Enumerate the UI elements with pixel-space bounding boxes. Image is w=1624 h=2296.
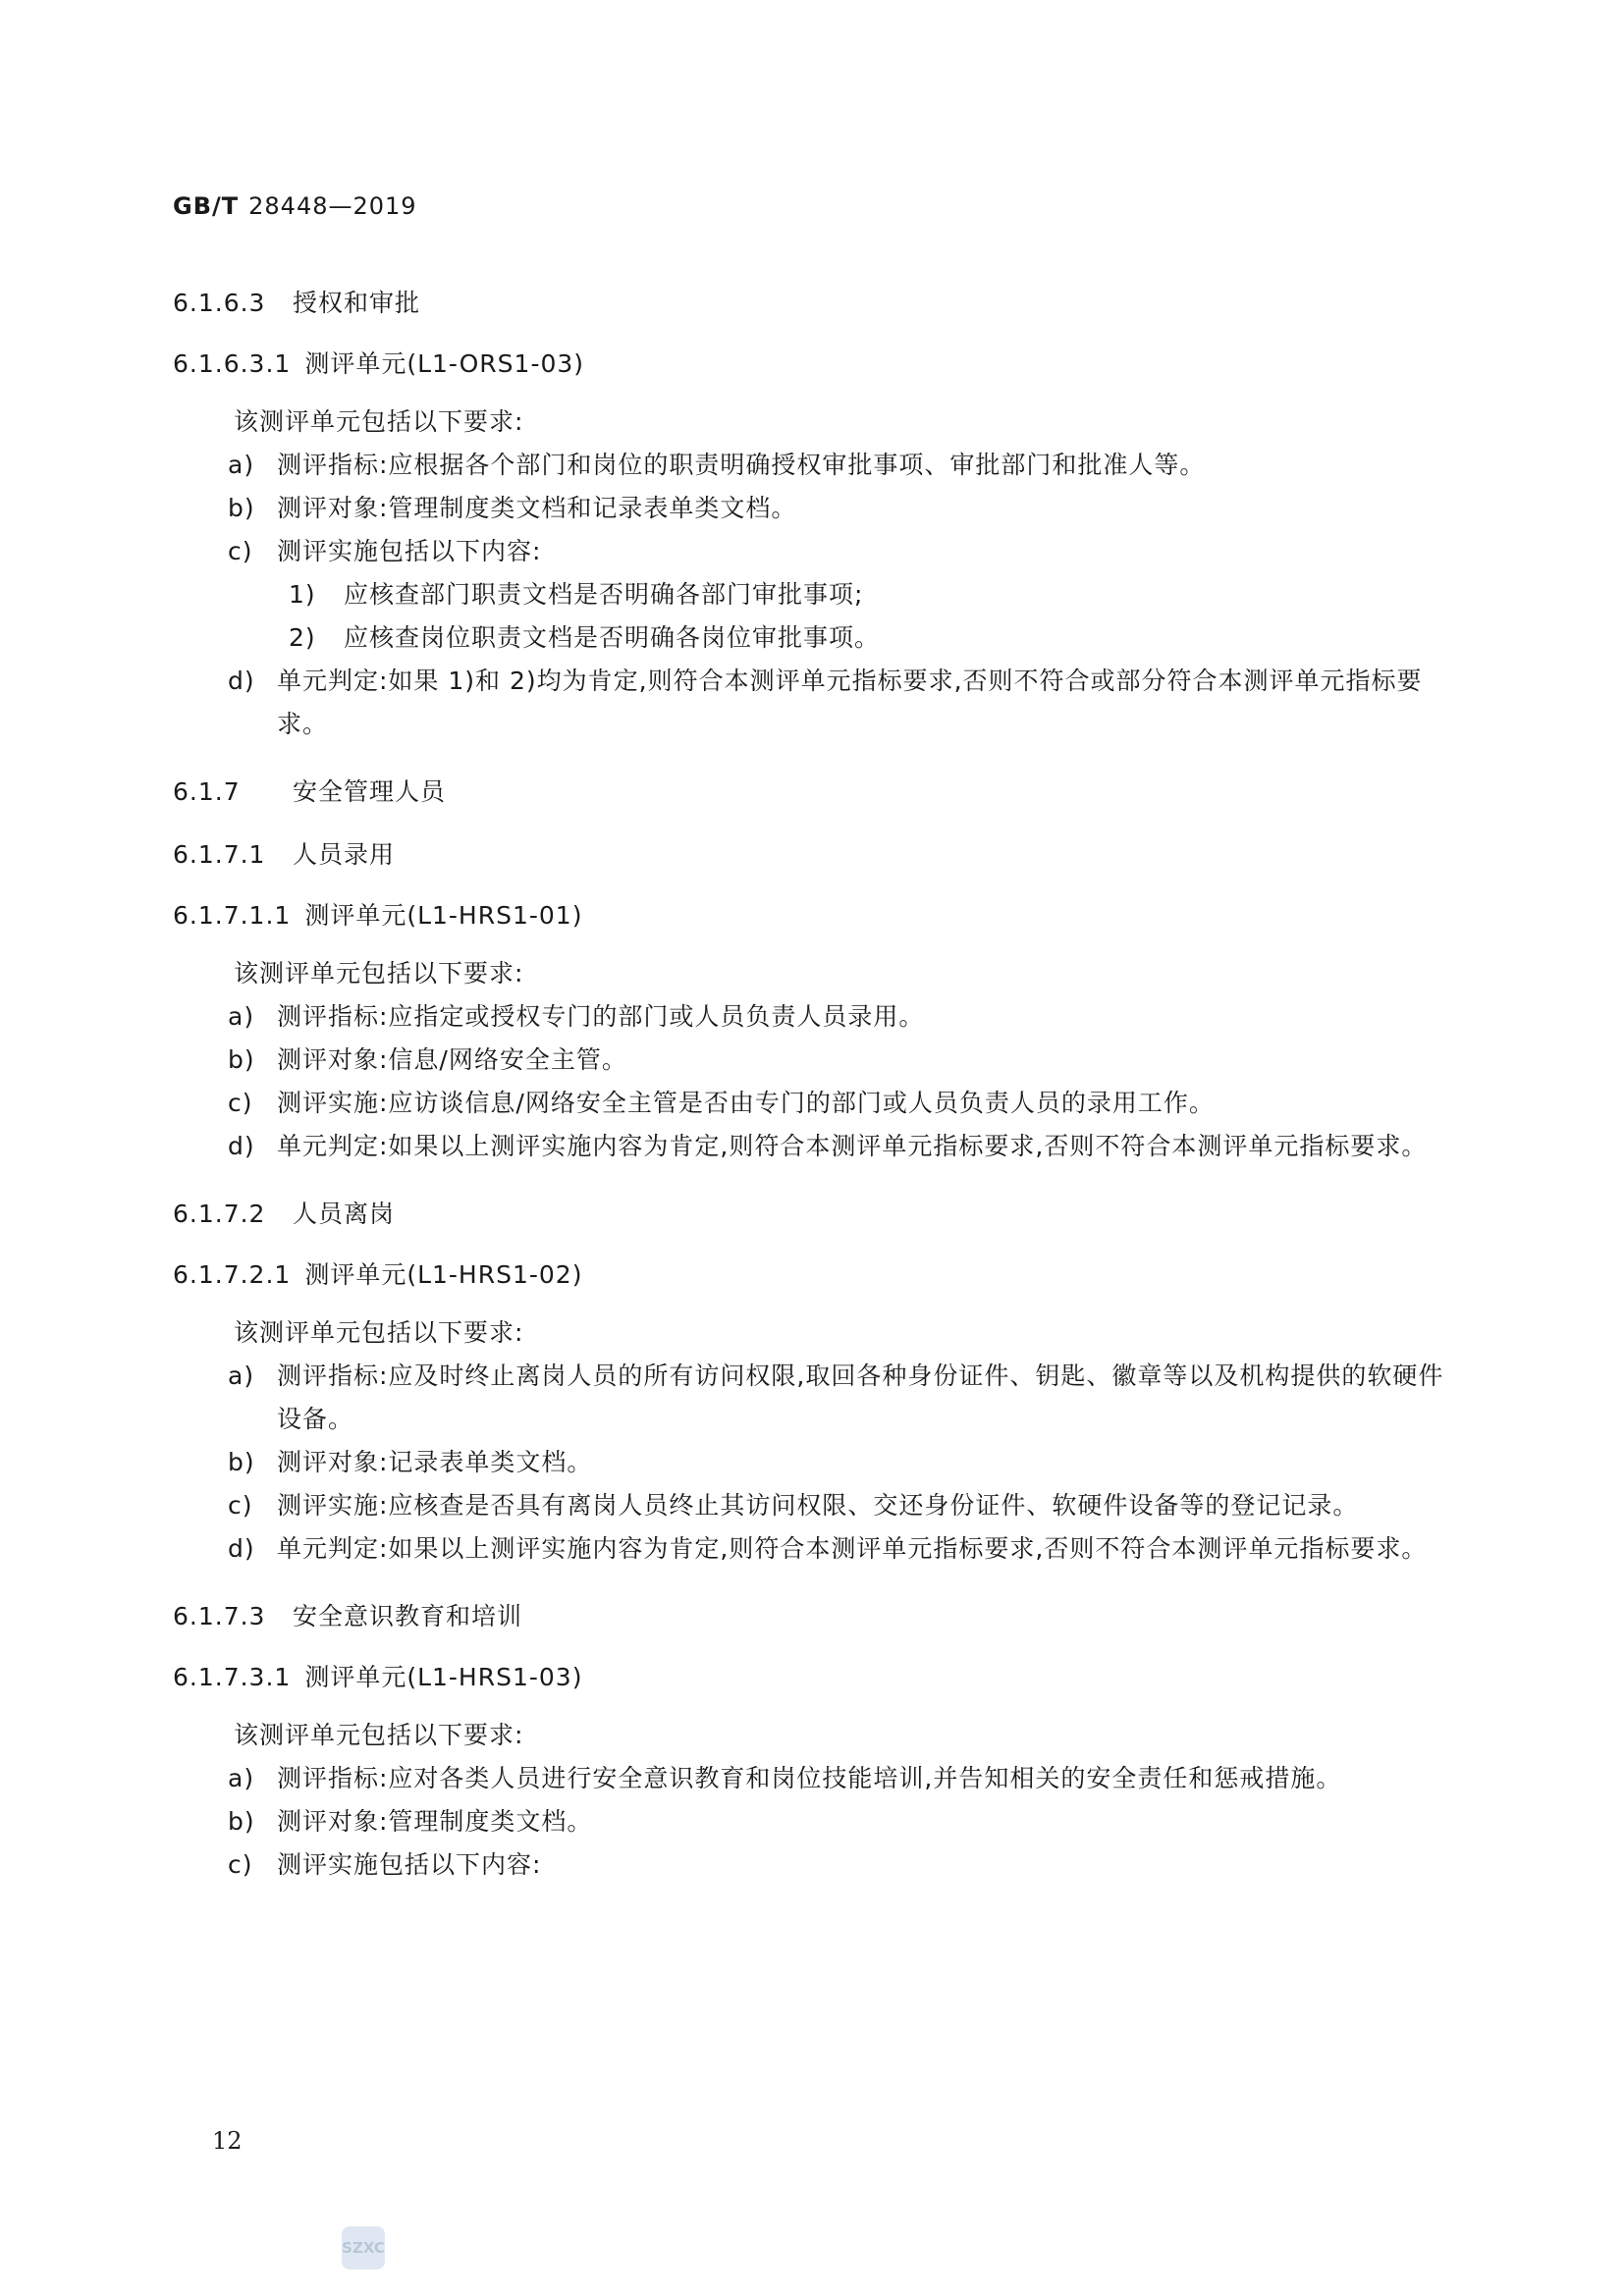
sub-list-item [289,573,1449,616]
list-item-label: a) [228,1002,255,1031]
section-heading [173,1198,1449,1231]
section-heading [173,838,1449,872]
list-item [228,1039,1449,1082]
list-item [228,1082,1449,1125]
list-item-label: b) [228,1807,255,1836]
list-item [228,1800,1449,1843]
list-item [228,1843,1449,1887]
list-item-label: 1) [289,580,316,609]
list-item-label: c) [228,1491,253,1520]
list-item-text: 测评指标:应对各类人员进行安全意识教育和岗位技能培训,并告知相关的安全责任和惩戒措施。 [277,1764,1342,1792]
heading-title: 测评单元(L1-HRS1-01) [304,901,583,930]
list-item-text: 测评指标:应及时终止离岗人员的所有访问权限,取回各种身份证件、钥匙、徽章等以及机构提供的软硬件设备。 [277,1362,1444,1433]
standard-code: GB/T [173,192,240,220]
list-item [228,487,1449,530]
list-item [228,660,1449,746]
heading-title: 授权和审批 [293,289,421,317]
list-item [228,1441,1449,1484]
intro-paragraph: 该测评单元包括以下要求: [234,1318,524,1347]
section-heading [173,775,1449,809]
list-item-text: 测评对象:记录表单类文档。 [277,1448,593,1476]
page-number: 12 [212,2127,243,2155]
list-item-text: 应核查岗位职责文档是否明确各岗位审批事项。 [344,623,881,652]
list-item-text: 测评实施包括以下内容: [277,537,542,565]
list-item-label: a) [228,1764,255,1792]
list-item [228,530,1449,573]
unit-heading [173,899,1449,933]
heading-title: 人员离岗 [293,1200,396,1228]
list-item-label: c) [228,1850,253,1879]
list-item-label: b) [228,1045,255,1074]
list-item-text: 单元判定:如果 1)和 2)均为肯定,则符合本测评单元指标要求,否则不符合或部分符合本测评单元指标要求。 [277,667,1423,738]
list-item-label: b) [228,1448,255,1476]
heading-number: 6.1.7.3 [173,1602,266,1630]
list-item-text: 测评实施:应核查是否具有离岗人员终止其访问权限、交还身份证件、软硬件设备等的登记记录。 [277,1491,1359,1520]
list-item-text: 测评指标:应根据各个部门和岗位的职责明确授权审批事项、审批部门和批准人等。 [277,451,1206,479]
unit-heading [173,347,1449,381]
heading-number: 6.1.7.2.1 [173,1260,292,1289]
heading-title: 人员录用 [293,840,396,869]
document-body [173,287,1449,1887]
unit-heading [173,1258,1449,1292]
list-item-label: 2) [289,623,316,652]
standard-number: 28448—2019 [248,192,417,220]
list-item [228,995,1449,1039]
section-heading [173,287,1449,320]
heading-number: 6.1.6.3.1 [173,349,292,378]
intro-paragraph: 该测评单元包括以下要求: [234,959,524,988]
heading-number: 6.1.7.1 [173,840,266,869]
intro-paragraph: 该测评单元包括以下要求: [234,407,524,436]
list-item-label: c) [228,1089,253,1117]
watermark-text: SZXC [342,2239,385,2257]
list-item-text: 应核查部门职责文档是否明确各部门审批事项; [344,580,864,609]
list-item-text: 测评实施:应访谈信息/网络安全主管是否由专门的部门或人员负责人员的录用工作。 [277,1089,1215,1117]
unit-heading [173,1661,1449,1694]
list-item-text: 单元判定:如果以上测评实施内容为肯定,则符合本测评单元指标要求,否则不符合本测评单元指标要求。 [277,1534,1428,1563]
heading-number: 6.1.7.3.1 [173,1663,292,1691]
heading-number: 6.1.7.2 [173,1200,266,1228]
list-item-label: a) [228,451,255,479]
heading-number: 6.1.6.3 [173,289,266,317]
list-item [228,444,1449,487]
document-header [173,192,417,220]
sub-list-item [289,616,1449,660]
heading-title: 测评单元(L1-HRS1-02) [304,1260,583,1289]
list-item-label: d) [228,1534,255,1563]
list-item [228,1757,1449,1800]
section-heading [173,1600,1449,1633]
list-item-text: 测评对象:管理制度类文档和记录表单类文档。 [277,494,797,522]
list-item-label: d) [228,667,255,695]
heading-title: 测评单元(L1-HRS1-03) [304,1663,583,1691]
list-item-label: d) [228,1132,255,1160]
list-item [228,1484,1449,1527]
heading-number: 6.1.7 [173,777,241,806]
intro-paragraph: 该测评单元包括以下要求: [234,1721,524,1749]
list-item [228,1125,1449,1168]
list-item-text: 测评对象:信息/网络安全主管。 [277,1045,627,1074]
watermark-logo [342,2226,385,2269]
list-item-text: 单元判定:如果以上测评实施内容为肯定,则符合本测评单元指标要求,否则不符合本测评单元指标要求。 [277,1132,1428,1160]
list-item [228,1355,1449,1441]
heading-title: 安全意识教育和培训 [293,1602,523,1630]
list-item-text: 测评实施包括以下内容: [277,1850,542,1879]
list-item-label: c) [228,537,253,565]
heading-number: 6.1.7.1.1 [173,901,292,930]
list-item [228,1527,1449,1571]
list-item-label: a) [228,1362,255,1390]
heading-title: 安全管理人员 [293,777,447,806]
list-item-label: b) [228,494,255,522]
heading-title: 测评单元(L1-ORS1-03) [304,349,585,378]
list-item-text: 测评指标:应指定或授权专门的部门或人员负责人员录用。 [277,1002,925,1031]
list-item-text: 测评对象:管理制度类文档。 [277,1807,593,1836]
